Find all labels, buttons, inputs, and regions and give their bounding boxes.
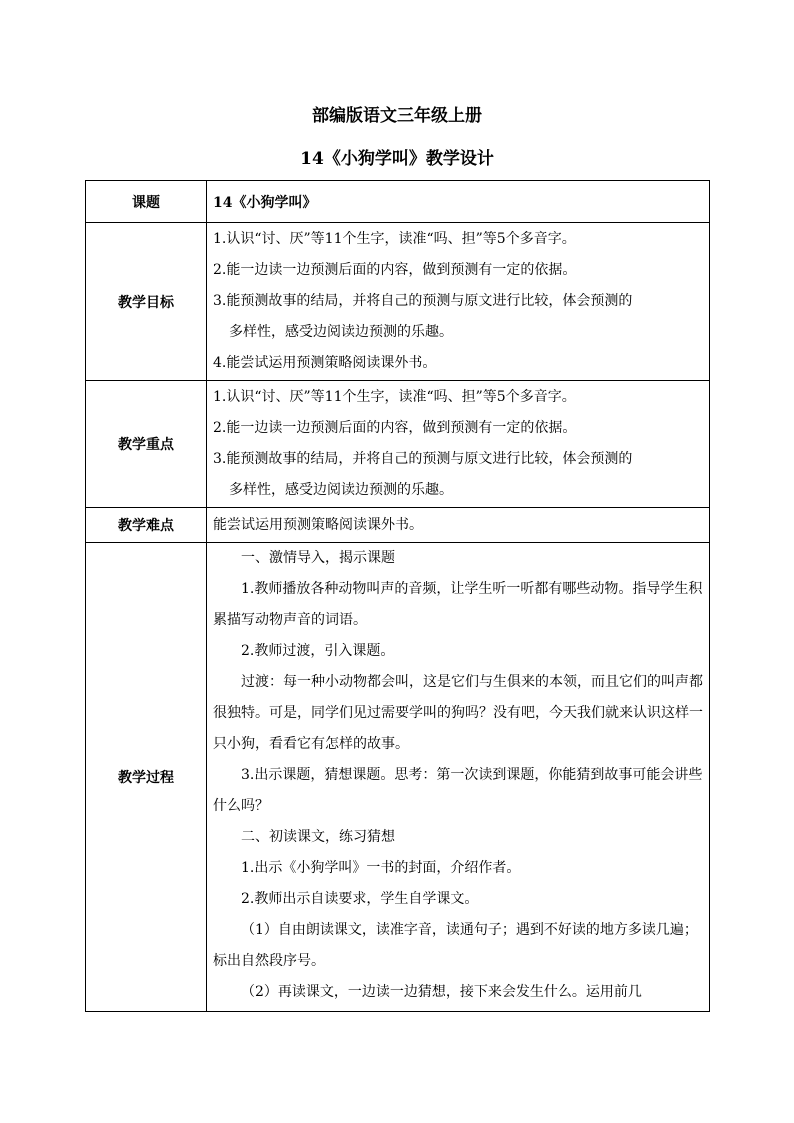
goal-item: 4.能尝试运用预测策略阅读课外书。: [213, 355, 437, 371]
process-paragraph: 2.教师过渡，引入课题。: [241, 643, 395, 659]
row-key-points: [86, 381, 710, 508]
goal-item: 多样性，感受边阅读边预测的乐趣。: [229, 324, 453, 340]
process-paragraph: 1.教师播放各种动物叫声的音频，让学生听一听都有哪些动物。指导学生积累描写动物声音的词语。: [213, 581, 703, 628]
label-process: 教学过程: [86, 543, 207, 1012]
goal-item: 3.能预测故事的结局，并将自己的预测与原文进行比较，体会预测的: [213, 293, 633, 309]
difficulty-text: 能尝试运用预测策略阅读课外书。: [213, 516, 423, 533]
key-point-item: 3.能预测故事的结局，并将自己的预测与原文进行比较，体会预测的: [213, 451, 633, 467]
row-process: [86, 543, 710, 1012]
lesson-plan-table: [85, 180, 710, 1012]
process-paragraph: 3.出示课题，猜想课题。思考：第一次读到课题，你能猜到故事可能会讲些什么吗？: [213, 767, 703, 814]
label-goals: 教学目标: [86, 223, 207, 381]
label-key-points: 教学重点: [86, 381, 207, 508]
process-paragraph: （1）自由朗读课文，读准字音，读通句子；遇到不好读的地方多读几遍；标出自然段序号。: [213, 922, 698, 969]
document-subtitle: 14《小狗学叫》教学设计: [300, 149, 494, 169]
goal-item: 1.认识“讨、厌”等11个生字，读准“吗、担”等5个多音字。: [213, 231, 576, 247]
document-title: 部编版语文三年级上册: [312, 106, 482, 126]
key-point-item: 多样性，感受边阅读边预测的乐趣。: [229, 482, 453, 498]
row-goals: [86, 223, 710, 381]
process-paragraph: 2.教师出示自读要求，学生自学课文。: [241, 891, 479, 907]
process-paragraph: 过渡：每一种小动物都会叫，这是它们与生俱来的本领，而且它们的叫声都很独特。可是，同学们见过需要学叫的狗吗？没有吧，今天我们就来认识这样一只小狗，看看它有怎样的故事。: [213, 674, 703, 752]
process-paragraph: 1.出示《小狗学叫》一书的封面，介绍作者。: [241, 860, 521, 876]
process-paragraph: 一、激情导入，揭示课题: [241, 550, 395, 566]
value-process: [207, 543, 710, 1012]
value-key-points: [207, 381, 710, 508]
label-topic: 课题: [86, 181, 207, 223]
row-difficulty: [86, 508, 710, 543]
value-goals: [207, 223, 710, 381]
value-difficulty: [207, 508, 710, 543]
topic-text: 14《小狗学叫》: [213, 194, 317, 211]
value-topic: [207, 181, 710, 223]
row-topic: [86, 181, 710, 223]
process-paragraph: 二、初读课文，练习猜想: [241, 829, 395, 845]
label-difficulty: 教学难点: [86, 508, 207, 543]
goal-item: 2.能一边读一边预测后面的内容，做到预测有一定的依据。: [213, 262, 577, 278]
key-point-item: 2.能一边读一边预测后面的内容，做到预测有一定的依据。: [213, 420, 577, 436]
key-point-item: 1.认识“讨、厌”等11个生字，读准“吗、担”等5个多音字。: [213, 389, 576, 405]
process-paragraph: （2）再读课文，一边读一边猜想，接下来会发生什么。运用前几: [241, 984, 642, 1000]
